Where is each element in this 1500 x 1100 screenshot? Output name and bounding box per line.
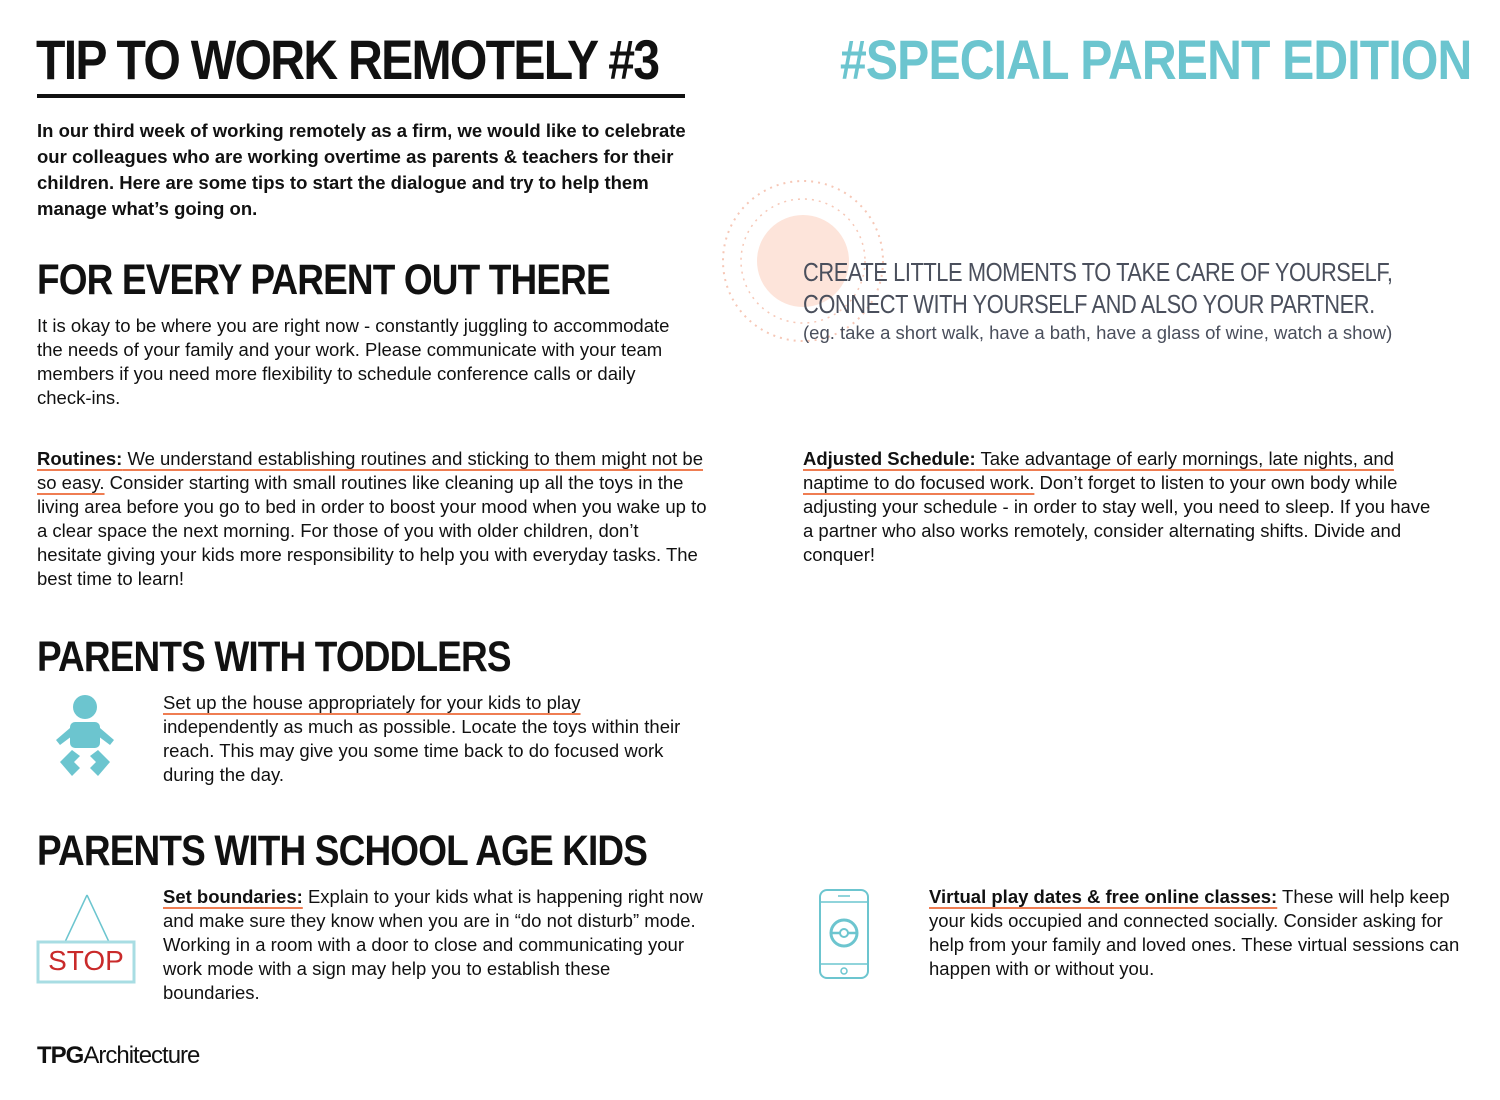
logo-bold: TPG [37, 1042, 84, 1069]
routines-highlight: We understand establishing routines and sticking to them might not be so easy. [37, 448, 704, 493]
self-care-examples: (eg. take a short walk, have a bath, have a glass of wine, watch a show) [803, 322, 1393, 343]
boundaries-rest: Explain to your kids what is happening right now and make sure they know when you are in “do not disturb” mode. Working in a room with a door to close and communicating your work mode with a sign may help you to establish these boundaries. [163, 886, 703, 1003]
intro-paragraph: In our third week of working remotely as a firm, we would like to celebrate our colleagues who are working overtime as parents & teachers for their children. Here are some tips to start the dialogue and try to help them manage what’s going on. [37, 120, 686, 219]
routines-rest: Consider starting with small routines like cleaning up all the toys in the living area before you go to bed in order to boost your mood when you wake up to a clear space the next morning. For those of you with older children, don’t hesitate giving your kids more responsibility to help you with everyday tasks. The best time to learn! [37, 472, 707, 589]
adjusted-schedule-highlight: Take advantage of early mornings, late nights, and naptime to do focused work. [803, 448, 1394, 493]
heading-school-age: PARENTS WITH SCHOOL AGE KIDS [37, 827, 648, 875]
boundaries-paragraph [163, 885, 708, 1005]
self-care-line-1: CREATE LITTLE MOMENTS TO TAKE CARE OF YOURSELF, [803, 257, 1393, 287]
self-care-line-2: CONNECT WITH YOURSELF AND ALSO YOUR PARTNER. [803, 289, 1375, 319]
boundaries-label: Set boundaries: [163, 886, 303, 907]
company-logo [37, 1042, 199, 1070]
toddlers-paragraph [163, 691, 693, 787]
toddlers-highlight: Set up the house appropriately for your kids to play [163, 692, 581, 713]
virtual-playdates-label: Virtual play dates & free online classes: [929, 886, 1278, 907]
page-title: TIP TO WORK REMOTELY #3 [36, 28, 659, 91]
routines-label: Routines: [37, 448, 123, 469]
heading-every-parent: FOR EVERY PARENT OUT THERE [37, 256, 610, 304]
special-edition-title: #SPECIAL PARENT EDITION [840, 28, 1472, 91]
adjusted-schedule-label: Adjusted Schedule: [803, 448, 976, 469]
virtual-playdates-rest: These will help keep your kids occupied and connected socially. Consider asking for help from your family and loved ones. These virtual sessions can happen with or without you. [929, 886, 1460, 979]
every-parent-body: It is okay to be where you are right now - constantly juggling to accommodate the needs of your family and your work. Please communicate with your team members if you need more flexibility to schedule conference calls or daily check-ins. [37, 315, 670, 408]
baby-icon [50, 690, 120, 790]
heading-toddlers: PARENTS WITH TODDLERS [37, 633, 511, 681]
adjusted-schedule-paragraph [803, 447, 1443, 567]
toddlers-rest: independently as much as possible. Locate the toys within their reach. This may give you some time back to do focused work during the day. [163, 716, 681, 785]
title-underline [37, 94, 685, 98]
adjusted-schedule-rest: Don’t forget to listen to your own body while adjusting your schedule - in order to stay well, you need to sleep. If you have a partner who also works remotely, consider alternating shifts. Divide and conquer! [803, 472, 1431, 565]
routines-paragraph [37, 447, 707, 591]
smartphone-icon [818, 888, 872, 982]
logo-rest: Architecture [83, 1042, 200, 1069]
stop-sign-text: STOP [48, 945, 124, 976]
virtual-playdates-paragraph [929, 885, 1474, 981]
self-care-callout [803, 256, 1391, 320]
